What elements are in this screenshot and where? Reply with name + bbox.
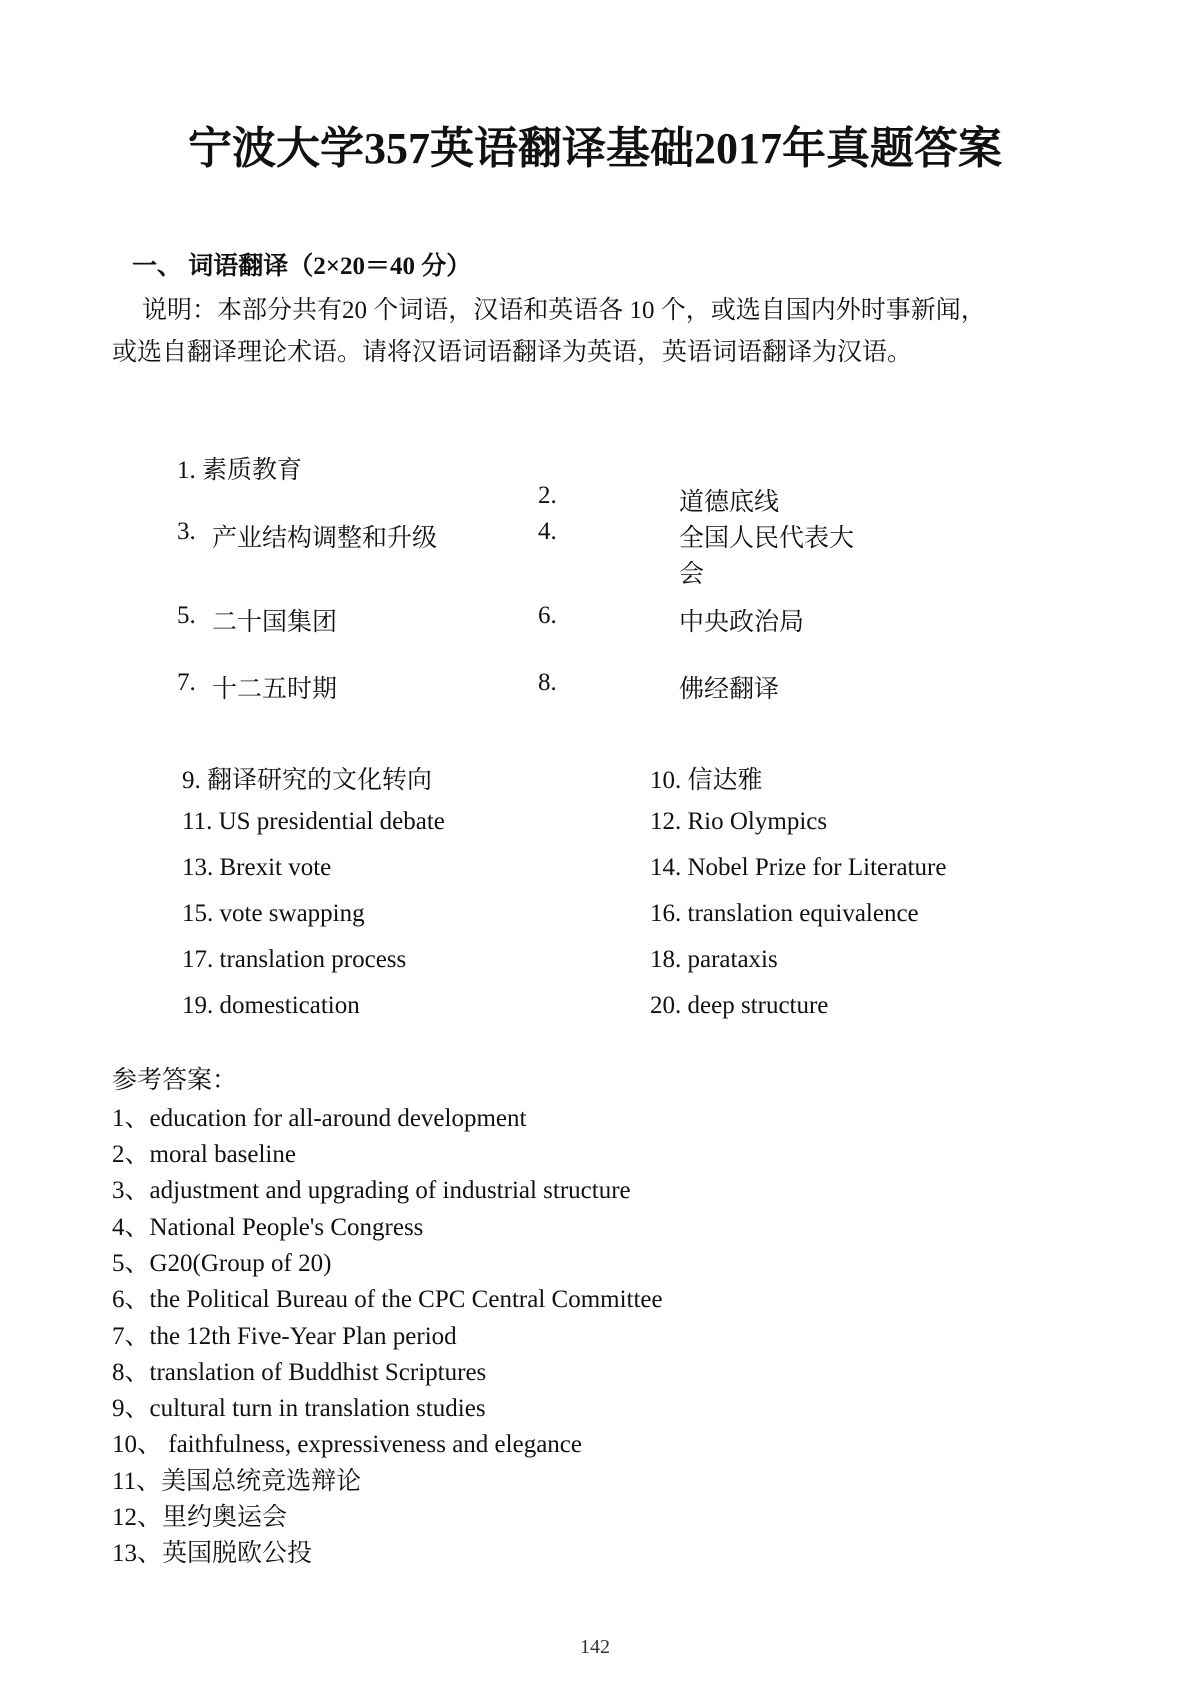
question-3-term: 产业结构调整和升级 [212,525,438,552]
question-8-term: 佛经翻译 [679,676,780,703]
answer-item: 5、G20(Group of 20) [112,1250,332,1277]
question-left: 11. US presidential debate [182,808,445,835]
answer-item: 2、moral baseline [112,1141,296,1168]
answer-item: 9、cultural turn in translation studies [112,1395,486,1422]
question-right: 16. translation equivalence [650,900,919,927]
question-left: 13. Brexit vote [182,854,332,881]
question-right: 18. parataxis [650,946,778,973]
question-left: 15. vote swapping [182,900,365,927]
answer-item: 7、the 12th Five-Year Plan period [112,1323,457,1350]
answer-item: 8、translation of Buddhist Scriptures [112,1359,487,1386]
section-description-line2: 或选自翻译理论术语。请将汉语词语翻译为英语，英语词语翻译为汉语。 [112,339,913,366]
answer-item: 12、里约奥运会 [112,1504,288,1531]
answer-item: 4、National People's Congress [112,1214,424,1241]
question-right: 12. Rio Olympics [650,808,828,835]
question-left: 17. translation process [182,946,407,973]
question-4-term: 全国人民代表大 [679,525,855,552]
question-right: 10. 信达雅 [650,767,763,794]
question-left: 19. domestication [182,992,360,1019]
page-title: 宁波大学357英语翻译基础2017年真题答案 [188,124,1002,173]
answer-item: 13、英国脱欧公投 [112,1540,313,1567]
question-3-number: 3. [177,518,196,545]
question-2-term: 道德底线 [679,489,780,516]
question-4-number: 4. [538,518,557,545]
question-right: 14. Nobel Prize for Literature [650,854,947,881]
answer-item: 11、美国总统竞选辩论 [112,1468,362,1495]
answer-item: 6、the Political Bureau of the CPC Central Committee [112,1286,663,1313]
question-8-number: 8. [538,669,557,696]
answer-item: 1、education for all-around development [112,1105,527,1132]
question-term: 素质教育 [202,457,303,484]
section-description-line1: 说明：本部分共有20 个词语，汉语和英语各 10 个，或选自国内外时事新闻， [142,297,986,324]
question-7-term: 十二五时期 [212,676,338,703]
question-4-term-continued: 会 [679,561,705,588]
question-5-term: 二十国集团 [212,609,338,636]
question-7-number: 7. [177,669,196,696]
question-2-number: 2. [538,482,557,509]
question-6-term: 中央政治局 [679,609,805,636]
question-number: 1. [177,457,196,484]
page-number: 142 [580,1636,610,1658]
question-right: 20. deep structure [650,992,829,1019]
question-5-number: 5. [177,602,196,629]
question-left: 9. 翻译研究的文化转向 [182,767,433,794]
answer-item: 3、adjustment and upgrading of industrial structure [112,1177,631,1204]
answers-heading: 参考答案： [112,1067,238,1094]
answer-item: 10、 faithfulness, expressiveness and elegance [112,1431,582,1458]
question-1 [177,450,302,486]
question-6-number: 6. [538,602,557,629]
section-heading: 一、 词语翻译（2×20＝40 分） [132,253,472,280]
